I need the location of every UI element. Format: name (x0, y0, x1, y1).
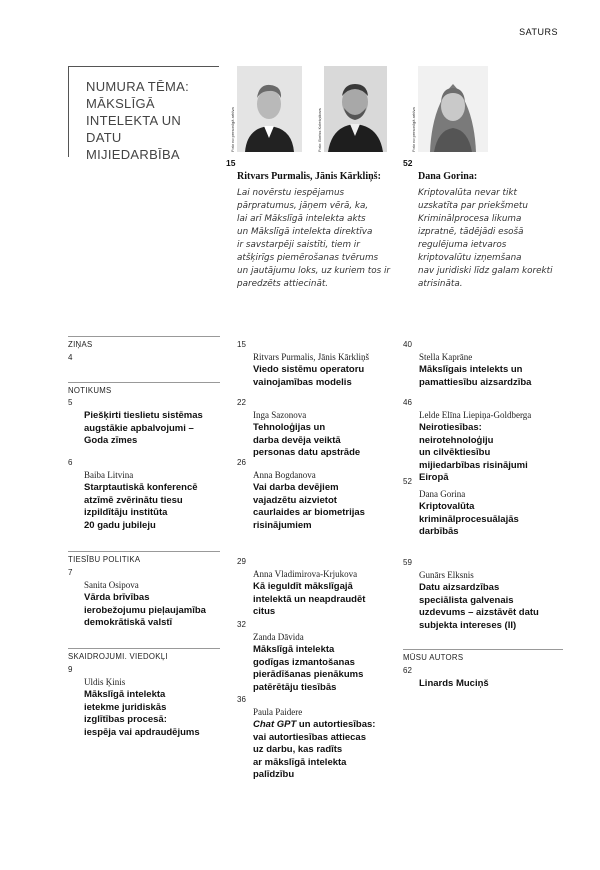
toc-article-title[interactable]: Mākslīgā intelekta godīgas izmantošanas pierādīšanas pienākums patērētāju tiesībās (253, 644, 364, 693)
toc-author: Dana Gorina (419, 489, 466, 499)
toc-page-number: 59 (403, 558, 412, 567)
section-divider (68, 551, 220, 552)
section-label: TIESĪBU POLITIKA (68, 555, 141, 564)
toc-author: Ritvars Purmalis, Jānis Kārkliņš (253, 352, 369, 362)
toc-page-number: 15 (237, 340, 246, 349)
toc-page-number: 7 (68, 568, 73, 577)
toc-title-italic: Chat GPT (253, 719, 297, 730)
photo-credit-karklins: Foto: Boriss Koleśņikovs (317, 108, 322, 152)
toc-page-number: 4 (68, 353, 73, 362)
section-divider (403, 649, 563, 650)
toc-page-number: 40 (403, 340, 412, 349)
toc-article-title[interactable]: Vārda brīvības ierobežojumu pieļaujamība demokrātiskā valstī (84, 592, 206, 628)
toc-author: Anna Bogdanova (253, 470, 316, 480)
featured-quote: Kriptovalūta nevar tikt uzskatīta par priekšmetu Kriminālprocesa likuma izpratnē, tādējādi esošā regulējuma ietvaros kriptovalūtu izņemšana nav juridiski līdz galam korekti atrisināta. (418, 188, 553, 289)
toc-page-number: 9 (68, 665, 73, 674)
toc-author: Uldis Ķinis (84, 677, 126, 687)
toc-author: Paula Paidere (253, 707, 303, 717)
toc-author: Inga Sazonova (253, 410, 307, 420)
toc-article-title[interactable]: Vai darba devējiem vajadzētu aizvietot caurlaides ar biometrijas risinājumiem (253, 482, 365, 531)
toc-page-number: 6 (68, 458, 73, 467)
toc-author: Gunārs Elksnis (419, 570, 474, 580)
section-divider (68, 648, 220, 649)
section-header: SATURS (519, 27, 558, 37)
toc-title-rest: un autortiesības: vai autortiesības attiecas uz darbu, kas radīts ar mākslīgā intelekta palīdzību (253, 719, 376, 780)
toc-article-title[interactable]: Tehnoloģijas un darba devēja veiktā personas datu apstrāde (253, 422, 361, 458)
featured-authors: Dana Gorina: (418, 171, 478, 182)
toc-page-number: 22 (237, 398, 246, 407)
toc-page-number: 32 (237, 620, 246, 629)
featured-page-number: 15 (226, 158, 236, 168)
toc-author: Baiba Litvina (84, 470, 134, 480)
toc-article-title[interactable]: Neirotiesības: neirotehnoloģiju un cilvēktiesību mijiedarbības risinājumi Eiropā (419, 422, 528, 483)
toc-page-number: 26 (237, 458, 246, 467)
section-label: MŪSU AUTORS (403, 653, 464, 662)
toc-page-number: 36 (237, 695, 246, 704)
toc-author: Stella Kaprāne (419, 352, 473, 362)
toc-article-title[interactable]: Piešķirti tieslietu sistēmas augstākie apbalvojumi – Goda zīmes (84, 410, 203, 446)
toc-article-title[interactable]: Kā ieguldīt mākslīgajā intelektā un neapdraudēt citus (253, 581, 366, 617)
toc-page-number: 46 (403, 398, 412, 407)
toc-page-number: 5 (68, 398, 73, 407)
toc-author: Lelde Elīna Liepiņa-Goldberga (419, 410, 532, 420)
toc-article-title[interactable]: Datu aizsardzības speciālista galvenais uzdevums – aizstāvēt datu subjekta intereses (II) (419, 582, 539, 631)
toc-page-number: 62 (403, 666, 412, 675)
featured-quote: Lai novērstu iespējamus pārpratumus, jāņem vērā, ka, lai arī Mākslīgā intelekta akts un Mākslīgā intelekta direktīva ir savstarpēji saistīti, tiem ir atšķirīgs piemērošanas tvērums un jautājumu loks, uz kuriem tos ir paredzēts attiecināt. (237, 188, 391, 289)
issue-theme-title: NUMURA TĒMA: MĀKSLĪGĀ INTELEKTA UN DATU MIJIEDARBĪBA (86, 79, 190, 162)
section-label: SKAIDROJUMI. VIEDOKĻI (68, 652, 168, 661)
toc-article-title[interactable]: Kriptovalūta kriminālprocesuālajās darbībās (419, 501, 519, 537)
portrait-photo-karklins (324, 66, 387, 152)
photo-credit-purmalis: Foto no personīgā arhīva (230, 107, 235, 152)
featured-authors: Ritvars Purmalis, Jānis Kārkliņš: (237, 171, 381, 182)
section-divider (68, 336, 220, 337)
toc-page-number: 52 (403, 477, 412, 486)
toc-author: Sanita Osipova (84, 580, 139, 590)
toc-author: Anna Vladimirova-Krjukova (253, 569, 358, 579)
section-label: ZIŅAS (68, 340, 93, 349)
toc-article-title[interactable] (253, 719, 375, 782)
toc-page-number: 29 (237, 557, 246, 566)
toc-article-title[interactable]: Mākslīgā intelekta ietekme juridiskās izglītības procesā: iespēja vai apdraudējums (84, 689, 200, 738)
photo-credit-gorina: Foto no personīgā arhīva (411, 107, 416, 152)
portrait-photo-purmalis (237, 66, 302, 152)
toc-article-title[interactable]: Viedo sistēmu operatoru vainojamības modelis (253, 364, 365, 388)
section-divider (68, 382, 220, 383)
toc-author: Zanda Dāvida (253, 632, 304, 642)
portrait-photo-gorina (418, 66, 488, 152)
toc-article-title[interactable]: Starptautiskā konferencē atzīmē zvērinātu tiesu izpildītāju institūta 20 gadu jubileju (84, 482, 198, 531)
toc-article-title[interactable]: Mākslīgais intelekts un pamattiesību aizsardzība (419, 364, 532, 388)
section-label: NOTIKUMS (68, 386, 112, 395)
toc-article-title[interactable]: Linards Muciņš (419, 678, 489, 689)
featured-page-number: 52 (403, 158, 413, 168)
